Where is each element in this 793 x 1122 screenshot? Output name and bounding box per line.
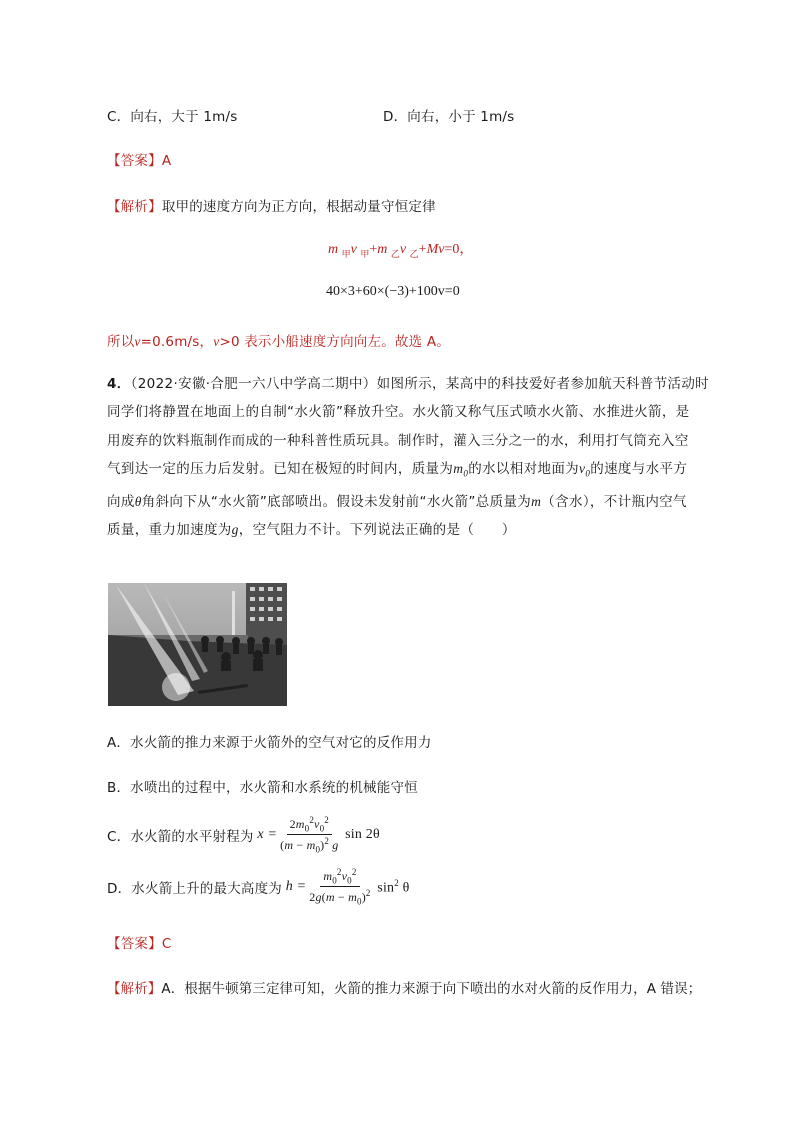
var-m: m [531,493,542,509]
water-rocket-photo [108,583,287,706]
var-g: g [231,522,239,538]
option-b: B．水喷出的过程中，水火箭和水系统的机械能守恒 [107,780,418,796]
answer-block-2 [107,932,171,952]
height-fraction: $\frac{m_0^2v_0^2}{2g(m - m_0)^2}$ [309,867,371,907]
momentum-equation: m $_甲$v $_甲$+m $_乙$v $_乙$+Mv=0， [328,242,474,259]
option-c: C．水火箭的水平射程为 x = $\frac{2m_0^2v_0^2}{(m - m_0)^2 g}$ sin 2θ [107,815,380,855]
var-v0: $v_0$ [579,460,591,479]
analysis-text: 取甲的速度方向为正方向，根据动量守恒定律 [161,199,436,215]
answer-block [107,149,171,169]
question-number: 4． [107,376,131,392]
option-d-prev: D．向右，小于 1m/s [383,109,515,125]
option-a: A．水火箭的推力来源于火箭外的空气对它的反作用力 [107,735,432,751]
var-m0: $m_0$ [453,460,469,479]
answer-value: C [161,936,172,952]
range-fraction: $\frac{2m_0^2v_0^2}{(m - m_0)^2 g}$ [280,815,339,855]
analysis-label: 【解析】 [107,199,162,215]
analysis-conclusion: 所以v=0.6m/s，v>0 表示小船速度方向向左。故选 A。 [107,334,450,350]
answer-value: A [161,153,172,169]
analysis-text: A．根据牛顿第三定律可知，火箭的推力来源于向下喷出的水对火箭的反作用力，A 错误； [161,981,702,997]
analysis-label: 【解析】 [107,981,162,997]
analysis-block-2 [107,977,701,997]
photo-illustration [108,583,287,706]
question-4-stem: 4．（2022·安徽·合肥一六八中学高二期中）如图所示，某高中的科技爱好者参加航天科普节活动时 同学们将静置在地面上的自制“水火箭”释放升空。水火箭又称气压式喷水火箭、水推进火箭，是 用废弃的饮料瓶制作而成的一种科普性质玩具。制作时，灌入三分之一的水，利用打气筒充入空 气到达一定的压力后发射。已知在极短的时间内，质量为$m_0$的水以相对地面为$v_0$的速度与水平方 向成θ角斜向下从“水火箭”底部喷出。假设未发射前“水火箭”总质量为m（含水），不计瓶内空气 质量，重力加速度为g，空气阻力不计。下列说法正确的是（ ） [107,376,710,539]
answer-label: 【答案】 [107,153,162,169]
analysis-block [107,195,436,215]
option-c-prev: C．向右，大于 1m/s [107,109,238,125]
answer-label: 【答案】 [107,936,162,952]
var-theta: θ [134,493,142,509]
option-d: D．水火箭上升的最大高度为 h = $\frac{m_0^2v_0^2}{2g(m - m_0)^2}$ $\sin^2 \theta$ [107,867,410,907]
numeric-equation: 40×3+60×(−3)+100v=0 [326,284,460,299]
